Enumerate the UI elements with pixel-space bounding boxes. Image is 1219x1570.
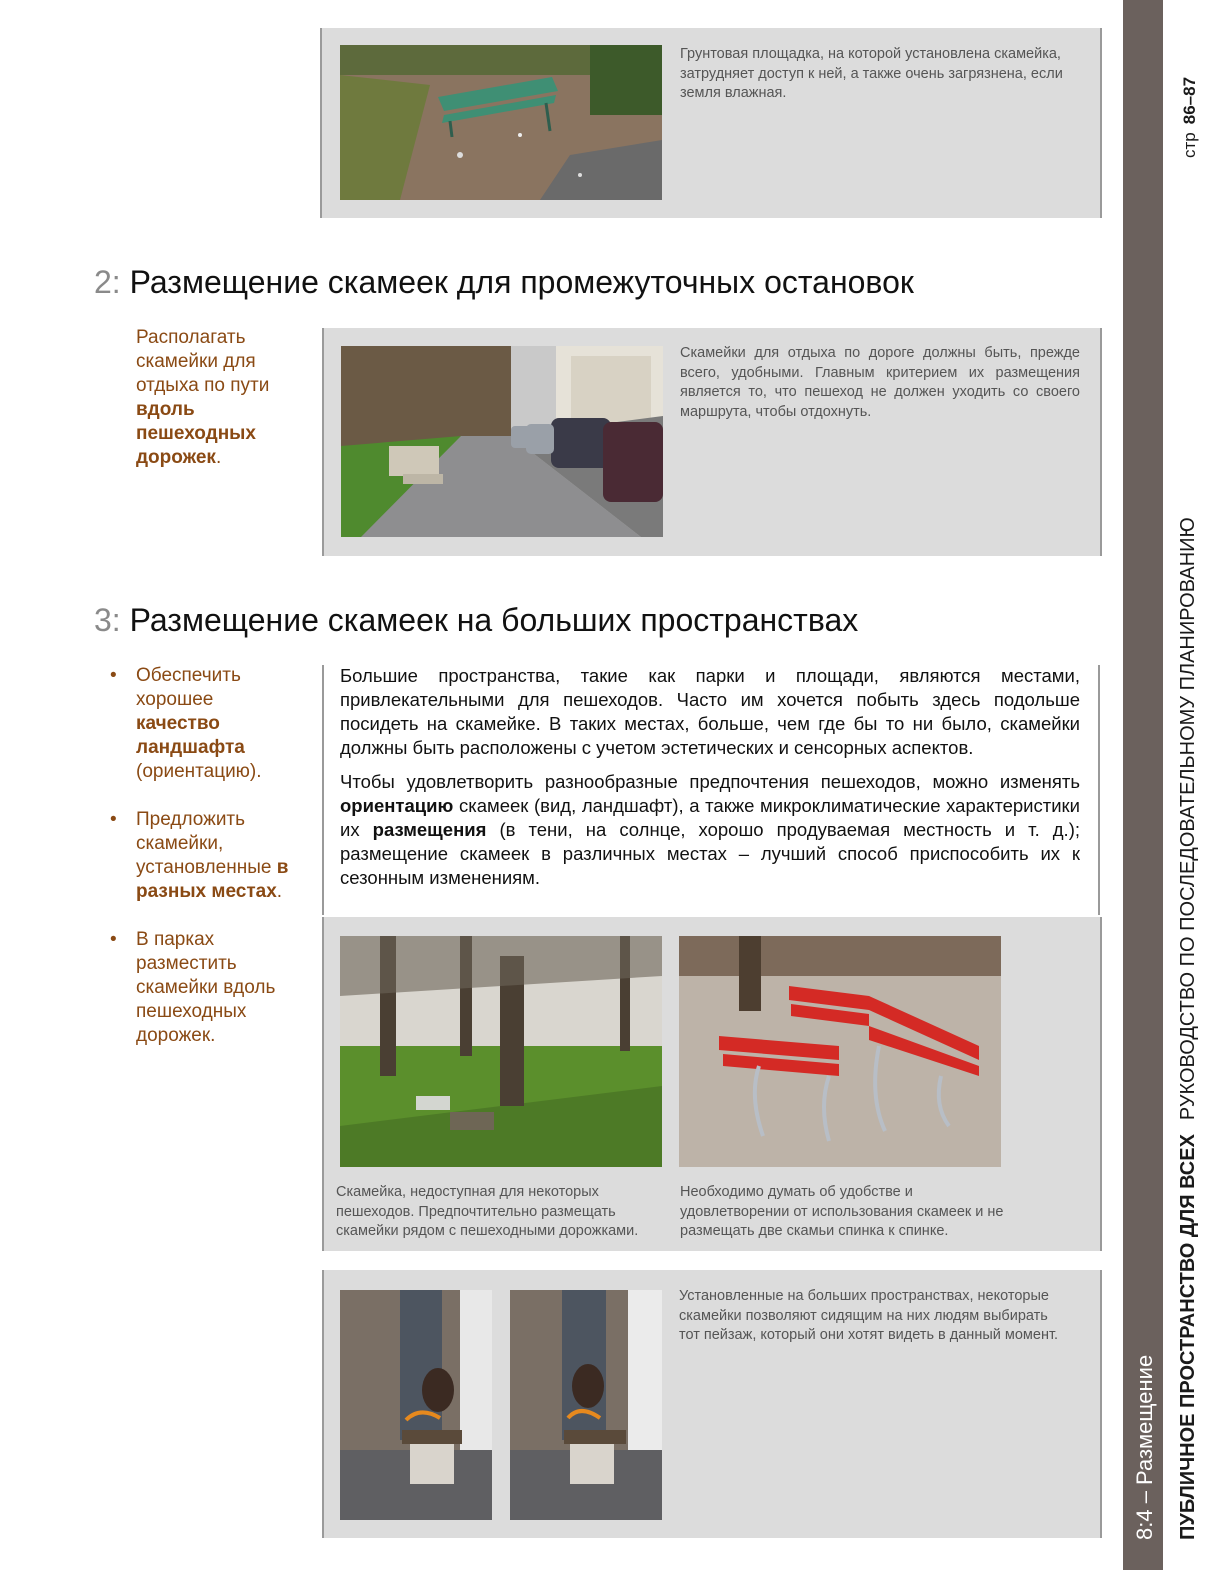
section-3-body [340, 664, 1080, 900]
section-2-number: 2: [94, 264, 121, 300]
section-3-text-rule-right [1098, 665, 1100, 915]
sidebar-title-bold: ПУБЛИЧНОЕ ПРОСТРАНСТВО ДЛЯ ВСЕХ [1177, 1134, 1199, 1540]
section-2-caption: Скамейки для отдыха по дороге должны быть, прежде всего, удобными. Главным критерием их размещения является то, что пешеход не должен уходить со своего маршрута, чтобы отдохнуть. [680, 345, 1080, 420]
page-number-value: 86–87 [1180, 76, 1199, 125]
photo-dirt-bench [340, 45, 662, 200]
section-3-heading [94, 602, 858, 639]
photo-swivel-bench-2 [510, 1290, 662, 1520]
section-2-heading [94, 264, 914, 301]
section-2-note [136, 326, 296, 470]
section-2-note-end: . [215, 447, 222, 468]
section-3-paragraph-1: Большие пространства, такие как парки и площади, являются местами, привлекательными для пешеходов. Часто им хочется побыть здесь подольше посидеть на скамейке. В таких местах, больше, чем где бы то ни было, скамейки должны быть расположены с учетом эстетических и сенсорных аспектов. [340, 665, 1080, 758]
section-3-number: 3: [94, 602, 121, 638]
section-3-paragraph-2: Чтобы удовлетворить разнообразные предпочтения пешеходов, можно изменять ориентацию скамеек (вид, ландшафт), а также микроклиматические характеристики их размещения (в тени, на солнце, хорошо продуваемая местность и т. д.); размещение скамеек в различных местах – лучший способ приспособить их к сезонным изменениям. [340, 771, 1080, 888]
page-number [1180, 77, 1200, 158]
page-number-label: стр [1180, 132, 1199, 158]
caption-red-bench: Необходимо думать об удобстве и удовлетворении от использования скамеек и не размещать две скамьи спинка к спинке. [680, 1184, 1004, 1239]
photo-park-bench [340, 936, 662, 1167]
bullet-item-landscape: • Обеспечить хорошее качество ландшафта (ориентацию). [136, 664, 301, 784]
top-caption: Грунтовая площадка, на которой установлена скамейка, затрудняет доступ к ней, а также очень загрязнена, если земля влажная. [680, 46, 1063, 101]
sidebar-band [1123, 0, 1163, 1570]
sidebar-section-label: 8:4 – Размещение [1132, 1354, 1157, 1540]
section-2-title: Размещение скамеек для промежуточных остановок [129, 264, 914, 300]
photo-swivel-bench-1 [340, 1290, 492, 1520]
photo-sidewalk-bench [341, 346, 663, 537]
photo-red-bench [679, 936, 1001, 1167]
caption-park-bench: Скамейка, недоступная для некоторых пешеходов. Предпочтительно размещать скамейки рядом с пешеходными дорожками. [336, 1184, 639, 1239]
section-3-title: Размещение скамеек на больших пространствах [129, 602, 859, 638]
sidebar-document-title [1177, 517, 1200, 1540]
caption-swivel-bench: Установленные на больших пространствах, некоторые скамейки позволяют сидящим на них людям выбирать тот пейзаж, который они хотят видеть в данный момент. [679, 1288, 1059, 1343]
section-3-notes [136, 664, 301, 1072]
section-3-text-rule-left [322, 665, 324, 915]
bullet-item-places: • Предложить скамейки, установленные в разных местах. [136, 808, 301, 904]
section-2-note-text: Располагать скамейки для отдыха по пути [136, 327, 270, 396]
sidebar-title-light: РУКОВОДСТВО ПО ПОСЛЕДОВАТЕЛЬНОМУ ПЛАНИРОВАНИЮ [1177, 517, 1199, 1121]
bullet-item-parks: • В парках разместить скамейки вдоль пешеходных дорожек. [136, 928, 301, 1048]
section-3-bullet-list [136, 664, 301, 1048]
section-2-note-bold: вдоль пешеходных дорожек [136, 399, 256, 468]
